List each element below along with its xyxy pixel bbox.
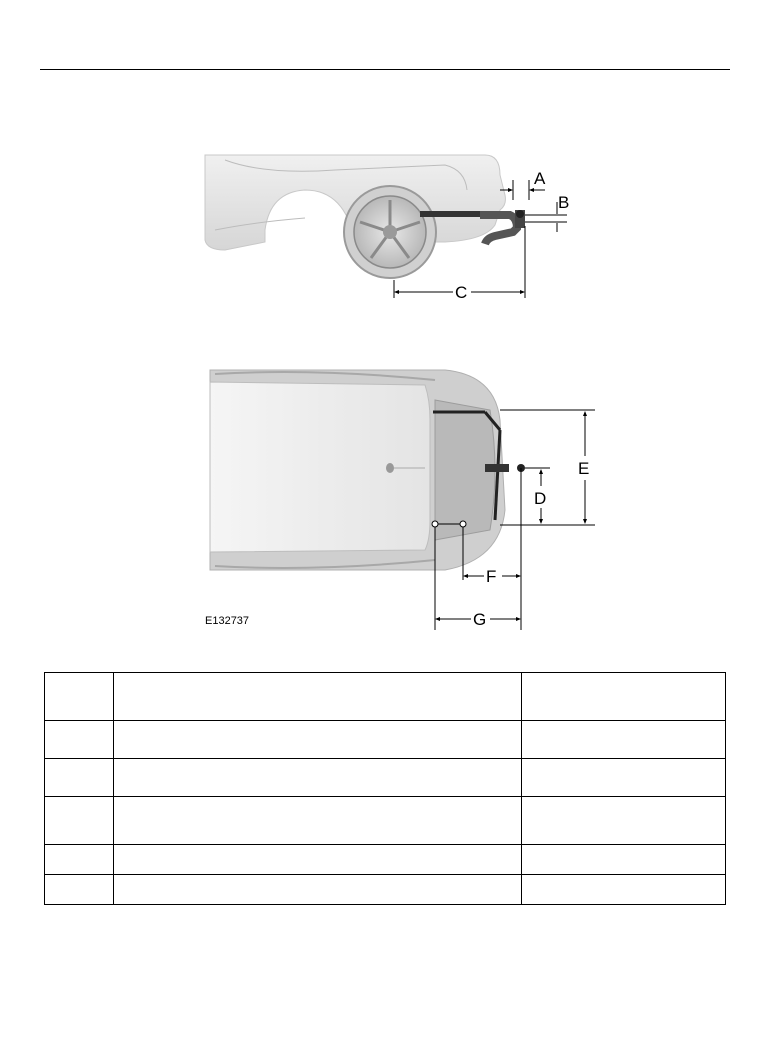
- table-row: [45, 673, 726, 721]
- label-c: C: [455, 283, 468, 302]
- table-cell: [45, 673, 114, 721]
- table-cell: [113, 797, 521, 845]
- figure-code: E132737: [205, 615, 250, 627]
- table-cell: [522, 797, 726, 845]
- table-cell: [113, 721, 521, 759]
- table-row: [45, 875, 726, 905]
- table-cell: [113, 845, 521, 875]
- label-a: A: [534, 169, 546, 188]
- label-f: F: [486, 567, 497, 586]
- dimension-table: [44, 672, 726, 905]
- label-g: G: [473, 610, 487, 629]
- table-cell: [45, 875, 114, 905]
- table-cell: [45, 797, 114, 845]
- side-view-diagram: [195, 150, 615, 310]
- table-row: [45, 845, 726, 875]
- table-cell: [113, 673, 521, 721]
- table-cell: [522, 875, 726, 905]
- table-cell: [45, 721, 114, 759]
- table-cell: [522, 759, 726, 797]
- label-b: B: [558, 193, 570, 212]
- table-row: [45, 759, 726, 797]
- label-e: E: [578, 459, 590, 478]
- table-row: [45, 797, 726, 845]
- table-cell: [45, 845, 114, 875]
- table-cell: [522, 721, 726, 759]
- table-row: [45, 721, 726, 759]
- top-view-diagram: [195, 360, 615, 630]
- table-cell: [522, 673, 726, 721]
- header-rule: [40, 69, 730, 70]
- label-d: D: [534, 489, 547, 508]
- table-cell: [113, 759, 521, 797]
- side-view-svg: [195, 150, 615, 310]
- table-cell: [45, 759, 114, 797]
- table-cell: [113, 875, 521, 905]
- table-cell: [522, 845, 726, 875]
- top-view-svg: [195, 360, 615, 630]
